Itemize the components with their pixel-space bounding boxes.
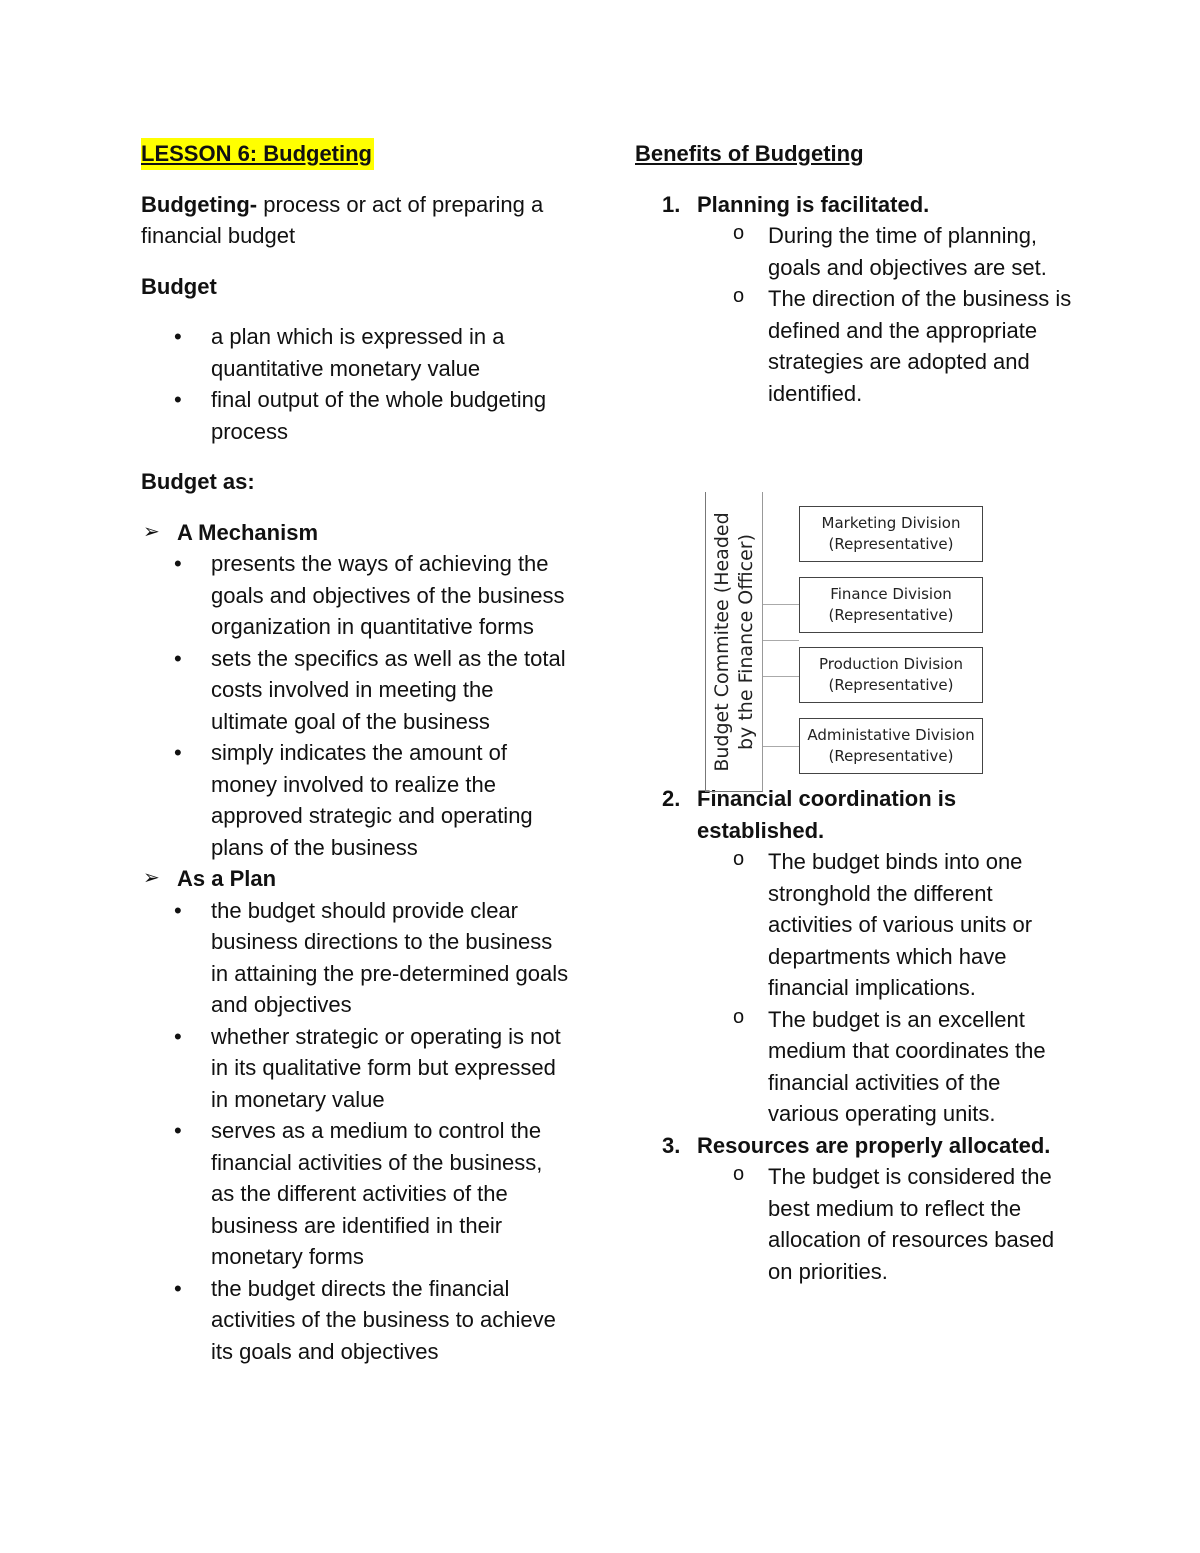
budget-list — [141, 321, 571, 447]
division-box-marketing — [799, 506, 983, 562]
list-item: • the budget directs the financial activities of the business to achieve its goals and objectives — [141, 1273, 571, 1368]
list-item: • the budget should provide clear business directions to the business in attaining the pre-determined goals and objectives — [141, 895, 571, 1021]
connector-line — [763, 604, 799, 605]
connector-line — [763, 640, 799, 641]
connector-line — [763, 676, 799, 677]
list-item: • serves as a medium to control the financial activities of the business, as the different activities of the business are identified in their monetary forms — [141, 1115, 571, 1273]
benefit-item — [635, 1130, 1075, 1288]
budget-as-list — [141, 517, 571, 1368]
list-item: • whether strategic or operating is not in its qualitative form but expressed in monetary value — [141, 1021, 571, 1116]
benefit-number: 1. — [662, 191, 681, 217]
division-name: Administative Division — [807, 726, 975, 744]
division-role: (Representative) — [828, 676, 954, 694]
budget-as-heading: Budget as: — [141, 469, 255, 494]
budget-committee-diagram — [703, 488, 993, 794]
benefit-points — [697, 220, 1075, 409]
division-box-production — [799, 647, 983, 703]
plan-section — [141, 863, 571, 1367]
mechanism-label: A Mechanism — [177, 519, 319, 545]
division-role: (Representative) — [828, 606, 954, 624]
benefit-title: Resources are properly allocated. — [697, 1132, 1051, 1158]
list-item: o The direction of the business is defined and the appropriate strategies are adopted and identified. — [635, 283, 1075, 409]
division-role: (Representative) — [828, 747, 954, 765]
list-item: • a plan which is expressed in a quantitative monetary value — [141, 321, 571, 384]
list-item: o The budget is considered the best medium to reflect the allocation of resources based on priorities. — [635, 1161, 1075, 1287]
list-item: • sets the specifics as well as the total costs involved in meeting the ultimate goal of the business — [141, 643, 571, 738]
list-item: • final output of the whole budgeting process — [141, 384, 571, 447]
list-item: o The budget binds into one stronghold the different activities of various units or departments which have financial implications. — [635, 846, 1075, 1004]
list-item: o During the time of planning, goals and objectives are set. — [635, 220, 1075, 283]
division-name: Production Division — [818, 655, 963, 673]
left-column — [141, 138, 571, 1367]
definition-term: Budgeting- — [141, 191, 258, 217]
budgeting-definition — [141, 189, 571, 252]
committee-label-line1: Budget Commitee (Headed — [711, 511, 733, 772]
plan-list — [177, 895, 571, 1368]
benefit-item — [635, 783, 1075, 1130]
benefits-heading: Benefits of Budgeting — [635, 141, 864, 166]
division-box-administrative — [799, 718, 983, 774]
division-name: Finance Division — [830, 585, 952, 603]
benefit-item — [635, 189, 1075, 410]
arrow-bullet-icon: ➢ — [143, 520, 160, 543]
committee-box — [705, 492, 763, 792]
connector-line — [763, 746, 799, 747]
division-role: (Representative) — [828, 535, 954, 553]
benefit-title: Financial coordination is established. — [697, 786, 957, 843]
benefit-number: 2. — [662, 786, 681, 811]
arrow-bullet-icon: ➢ — [143, 867, 160, 889]
plan-label: As a Plan — [177, 866, 277, 891]
committee-label — [710, 497, 758, 787]
list-item: • presents the ways of achieving the goals and objectives of the business organization in quantitative forms — [141, 548, 571, 643]
benefit-title: Planning is facilitated. — [697, 191, 930, 217]
mechanism-section — [141, 517, 571, 864]
definition-text: process or act of preparing a financial budget — [141, 191, 544, 248]
committee-label-line2: by the Finance Officer) — [735, 533, 757, 750]
mechanism-list — [177, 548, 571, 863]
list-item: • simply indicates the amount of money involved to realize the approved strategic and operating plans of the business — [141, 737, 571, 863]
division-box-finance — [799, 577, 983, 633]
list-item: o The budget is an excellent medium that coordinates the financial activities of the various operating units. — [635, 1004, 1075, 1130]
lesson-title: LESSON 6: Budgeting — [141, 138, 374, 170]
benefit-points — [697, 846, 1075, 1130]
benefit-number: 3. — [662, 1132, 681, 1158]
benefit-points — [697, 1161, 1075, 1287]
division-name: Marketing Division — [821, 514, 961, 532]
budget-heading: Budget — [141, 273, 217, 299]
